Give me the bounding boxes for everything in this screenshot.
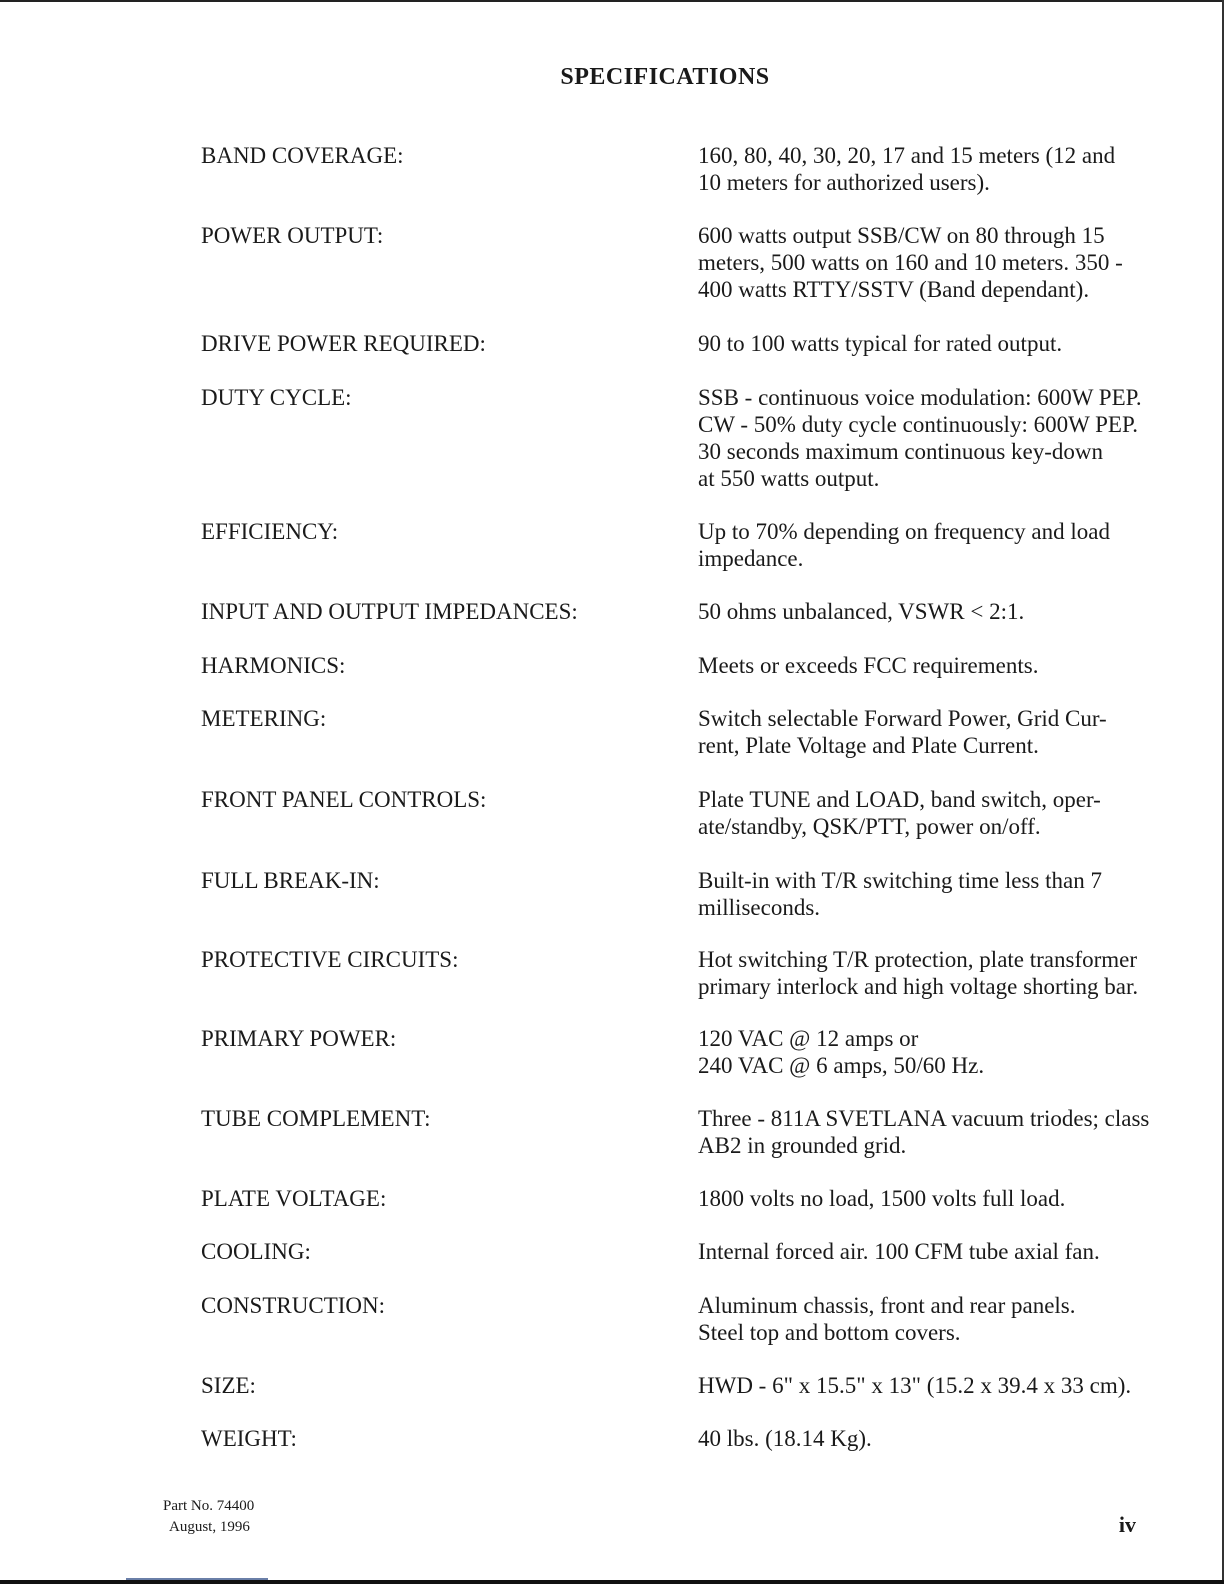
publication-date: August, 1996 [169, 1519, 250, 1535]
spec-value-line: AB2 in grounded grid. [698, 1133, 907, 1158]
spec-value [698, 330, 1130, 357]
spec-label: FRONT PANEL CONTROLS: [201, 787, 487, 812]
spec-value-line: Up to 70% depending on frequency and load [698, 519, 1110, 544]
top-border [0, 0, 1224, 2]
spec-value [698, 142, 1130, 196]
bottom-border [0, 1580, 1224, 1584]
spec-value-line: 10 meters for authorized users). [698, 170, 990, 195]
spec-label: PRIMARY POWER: [201, 1026, 397, 1051]
spec-value-line: 50 ohms unbalanced, VSWR < 2:1. [698, 599, 1025, 624]
spec-value [698, 786, 1130, 840]
spec-label: HARMONICS: [201, 653, 346, 678]
spec-label: EFFICIENCY: [201, 519, 339, 544]
spec-value-line: SSB - continuous voice modulation: 600W PEP. [698, 385, 1142, 410]
spec-value-line: HWD - 6" x 15.5" x 13" (15.2 x 39.4 x 33 cm). [698, 1373, 1132, 1398]
spec-label: PLATE VOLTAGE: [201, 1186, 387, 1211]
spec-value-line: ate/standby, QSK/PTT, power on/off. [698, 814, 1041, 839]
spec-value-line: CW - 50% duty cycle continuously: 600W PEP. [698, 412, 1138, 437]
spec-value [698, 867, 1130, 921]
spec-value-line: impedance. [698, 546, 804, 571]
spec-label: DRIVE POWER REQUIRED: [201, 331, 486, 356]
spec-label: FULL BREAK-IN: [201, 868, 380, 893]
spec-value-line: 240 VAC @ 6 amps, 50/60 Hz. [698, 1053, 985, 1078]
spec-value [698, 1238, 1130, 1265]
spec-value-line: Steel top and bottom covers. [698, 1320, 961, 1345]
page-number: iv [1118, 1512, 1136, 1537]
spec-value-line: Meets or exceeds FCC requirements. [698, 653, 1039, 678]
spec-value [698, 222, 1130, 303]
spec-value-line: milliseconds. [698, 895, 821, 920]
bottom-mark [126, 1578, 268, 1580]
spec-label: INPUT AND OUTPUT IMPEDANCES: [201, 599, 578, 624]
spec-value-line: Hot switching T/R protection, plate transformer [698, 947, 1138, 972]
spec-value [698, 518, 1130, 572]
spec-label: TUBE COMPLEMENT: [201, 1106, 431, 1131]
spec-value [698, 1292, 1130, 1346]
spec-value-line: Built-in with T/R switching time less than 7 [698, 868, 1102, 893]
spec-label: COOLING: [201, 1239, 311, 1264]
spec-label: PROTECTIVE CIRCUITS: [201, 947, 459, 972]
spec-value-line: Switch selectable Forward Power, Grid Cur- [698, 706, 1107, 731]
spec-value [698, 1372, 1130, 1399]
spec-value-line: 160, 80, 40, 30, 20, 17 and 15 meters (12 and [698, 143, 1116, 168]
spec-value-line: Plate TUNE and LOAD, band switch, oper- [698, 787, 1101, 812]
footer-part-info [163, 1496, 254, 1538]
spec-value-line: 400 watts RTTY/SSTV (Band dependant). [698, 277, 1090, 302]
spec-value-line: rent, Plate Voltage and Plate Current. [698, 733, 1039, 758]
spec-value-line: 40 lbs. (18.14 Kg). [698, 1426, 872, 1451]
spec-label: DUTY CYCLE: [201, 385, 352, 410]
spec-value-line: Aluminum chassis, front and rear panels. [698, 1293, 1076, 1318]
spec-value-line: Internal forced air. 100 CFM tube axial fan. [698, 1239, 1100, 1264]
page-title: SPECIFICATIONS [560, 64, 770, 90]
spec-label: WEIGHT: [201, 1426, 297, 1451]
spec-value [698, 1185, 1130, 1212]
spec-value-line: Three - 811A SVETLANA vacuum triodes; class [698, 1106, 1150, 1131]
part-number: Part No. 74400 [163, 1498, 255, 1514]
spec-label: POWER OUTPUT: [201, 223, 384, 248]
spec-value [698, 1425, 1130, 1452]
spec-value-line: 30 seconds maximum continuous key-down [698, 439, 1104, 464]
spec-value [698, 946, 1139, 1000]
spec-value [698, 384, 1142, 492]
spec-value-line: 90 to 100 watts typical for rated output. [698, 331, 1063, 356]
spec-value-line: meters, 500 watts on 160 and 10 meters. 350 - [698, 250, 1123, 275]
spec-label: BAND COVERAGE: [201, 143, 404, 168]
spec-label: CONSTRUCTION: [201, 1293, 386, 1318]
spec-value-line: 120 VAC @ 12 amps or [698, 1026, 919, 1051]
spec-value-line: primary interlock and high voltage shorting bar. [698, 974, 1139, 999]
spec-label: METERING: [201, 706, 327, 731]
spec-value [698, 598, 1130, 625]
spec-value-line: at 550 watts output. [698, 466, 880, 491]
spec-value [698, 705, 1130, 759]
spec-value-line: 600 watts output SSB/CW on 80 through 15 [698, 223, 1105, 248]
spec-value [698, 1025, 1130, 1079]
spec-label: SIZE: [201, 1373, 256, 1398]
spec-value-line: 1800 volts no load, 1500 volts full load. [698, 1186, 1066, 1211]
spec-value [698, 652, 1130, 679]
spec-value [698, 1105, 1150, 1159]
